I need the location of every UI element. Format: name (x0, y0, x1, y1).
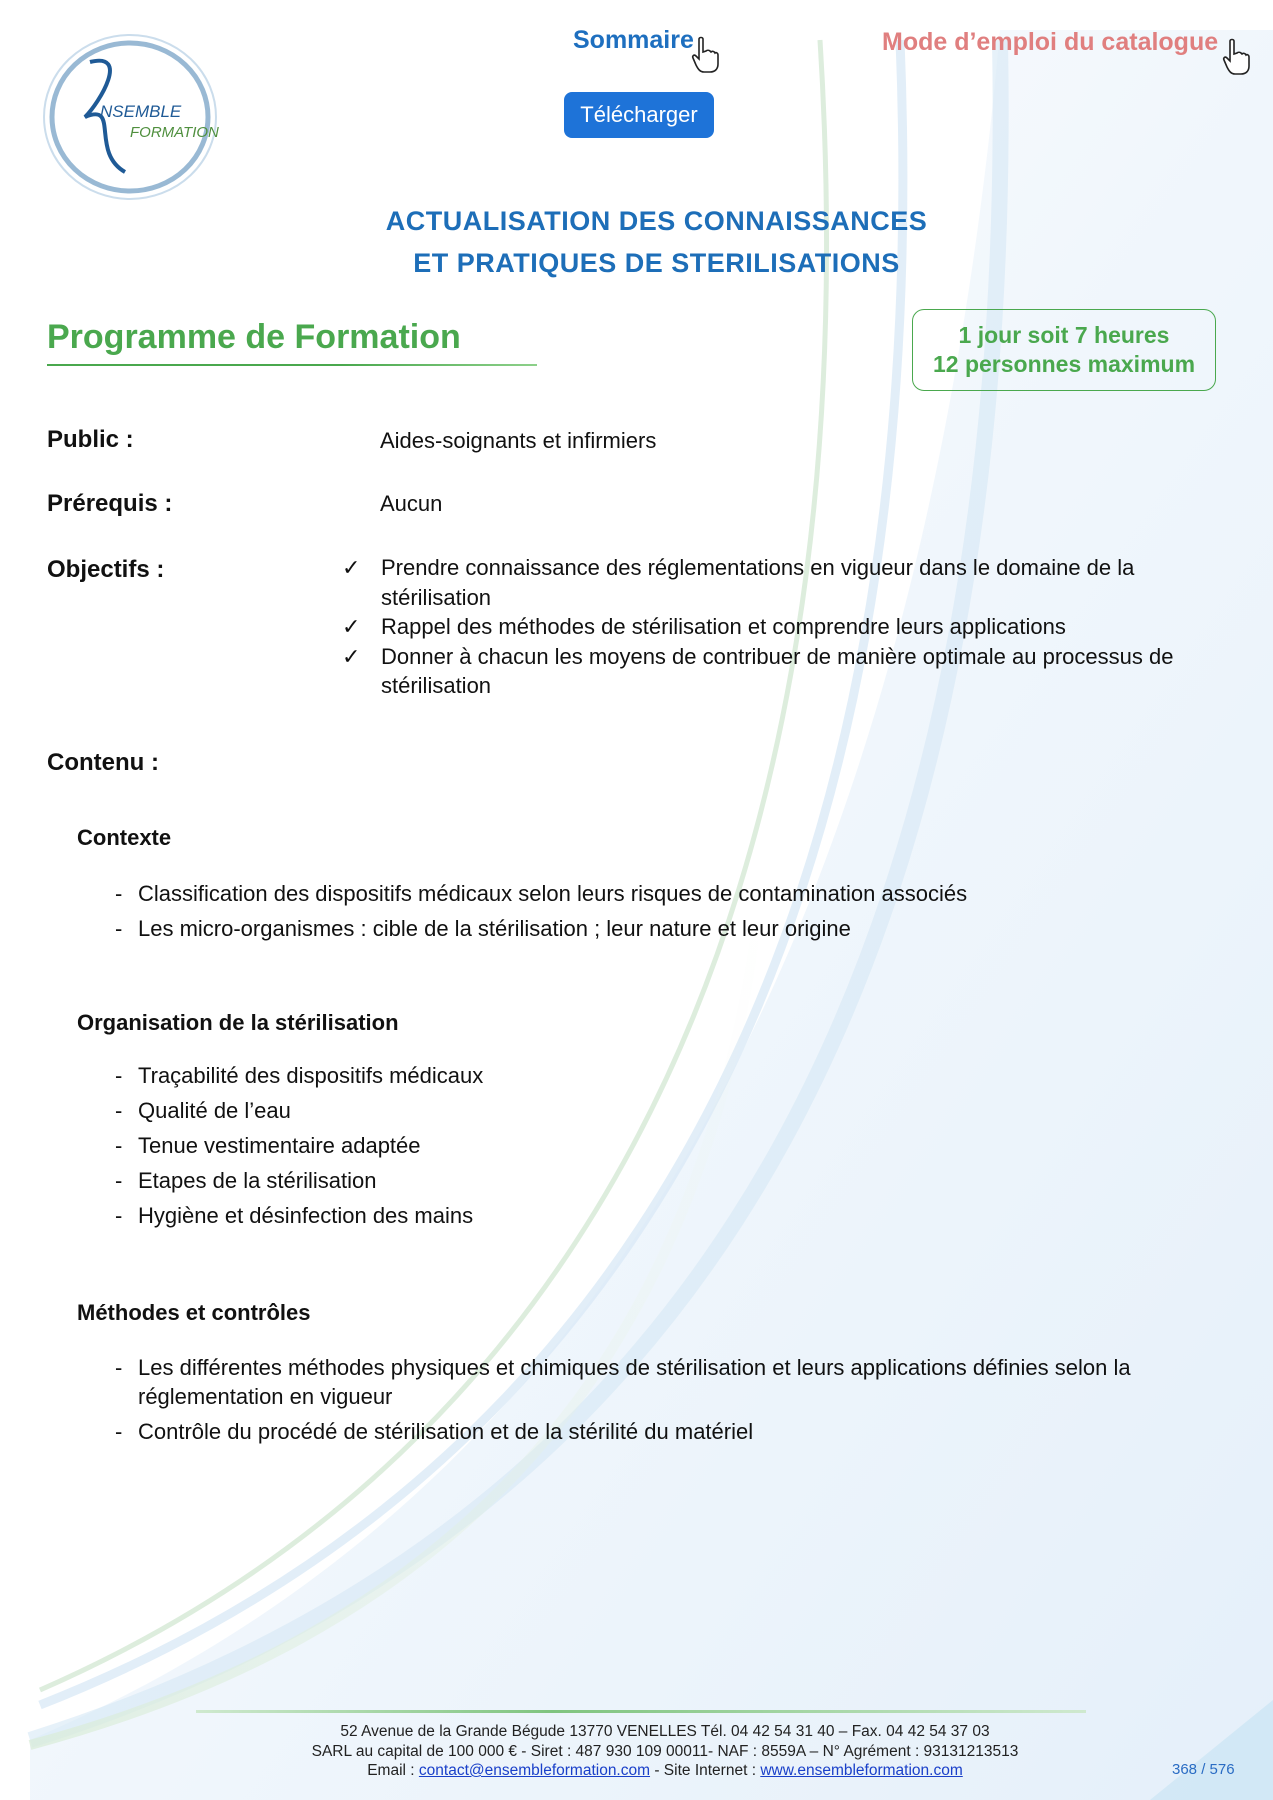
list-item-text: Classification des dispositifs médicaux selon leurs risques de contamination associés (138, 881, 968, 906)
list-item (115, 879, 1225, 908)
list-item-text: Traçabilité des dispositifs médicaux (138, 1063, 484, 1088)
ensemble-formation-logo (30, 22, 240, 202)
objectifs-list (340, 553, 1210, 701)
objectif-text: Rappel des méthodes de stérilisation et comprendre leurs applications (381, 614, 1066, 639)
footer-contact (200, 1761, 1130, 1781)
pointer-hand-icon (690, 36, 720, 74)
list-item-text: Contrôle du procédé de stérilisation et de la stérilité du matériel (138, 1419, 754, 1444)
logo-text-formation: FORMATION (130, 124, 219, 141)
dash-bullet: - (115, 916, 123, 941)
list-item-text: Tenue vestimentaire adaptée (138, 1133, 421, 1158)
duration-info-box (912, 309, 1216, 391)
contenu-label: Contenu : (47, 749, 159, 776)
dash-bullet: - (115, 1063, 123, 1088)
list-item (115, 1096, 1225, 1125)
pointer-hand-icon (1221, 38, 1251, 76)
telecharger-button[interactable]: Télécharger (564, 92, 714, 138)
footer-site-prefix: - Site Internet : (650, 1762, 761, 1779)
objectif-item (340, 553, 1210, 612)
logo-text-ensemble: NSEMBLE (100, 102, 182, 121)
list-item (115, 1131, 1225, 1160)
objectif-item (340, 642, 1210, 701)
programme-heading: Programme de Formation (47, 318, 461, 356)
capacity-text: 12 personnes maximum (932, 351, 1196, 377)
website-link[interactable]: www.ensembleformation.com (760, 1762, 963, 1779)
prerequis-value: Aucun (380, 491, 443, 516)
dash-bullet: - (115, 1419, 123, 1444)
list-item-text: Hygiène et désinfection des mains (138, 1203, 474, 1228)
section-heading-organisation: Organisation de la stérilisation (77, 1010, 399, 1035)
page-title-line-1: ACTUALISATION DES CONNAISSANCES (385, 206, 928, 236)
objectif-text: Donner à chacun les moyens de contribuer de manière optimale au processus de stérilisation (381, 643, 1174, 698)
footer-address: 52 Avenue de la Grande Bégude 13770 VENELLES Tél. 04 42 54 31 40 – Fax. 04 42 54 37 03 (340, 1723, 990, 1740)
duration-text: 1 jour soit 7 heures (958, 322, 1170, 348)
email-link[interactable]: contact@ensembleformation.com (418, 1762, 651, 1779)
dash-bullet: - (115, 881, 123, 906)
page-corner-decoration (1150, 1700, 1273, 1800)
objectifs-label: Objectifs : (47, 556, 165, 583)
programme-underline (47, 364, 537, 366)
list-item (115, 1417, 1225, 1446)
public-label: Public : (47, 426, 134, 453)
dash-bullet: - (115, 1168, 123, 1193)
list-item-text: Les différentes méthodes physiques et chimiques de stérilisation et leurs applications définies selon la réglementation en vigueur (138, 1355, 1131, 1409)
section-heading-contexte: Contexte (77, 825, 172, 850)
organisation-list (115, 1061, 1225, 1236)
objectif-text: Prendre connaissance des réglementations en vigueur dans le domaine de la stérilisation (381, 555, 1135, 610)
list-item (115, 1061, 1225, 1090)
methodes-list (115, 1353, 1225, 1452)
list-item-text: Les micro-organismes : cible de la stérilisation ; leur nature et leur origine (138, 916, 851, 941)
sommaire-link[interactable]: Sommaire (573, 26, 694, 54)
mode-emploi-link[interactable]: Mode d’emploi du catalogue (882, 28, 1219, 56)
list-item (115, 1201, 1225, 1230)
public-value: Aides-soignants et infirmiers (380, 428, 657, 453)
dash-bullet: - (115, 1355, 123, 1380)
checkmark-icon: ✓ (342, 555, 361, 580)
page-number: 368 / 576 (1172, 1761, 1235, 1778)
section-heading-methodes: Méthodes et contrôles (77, 1300, 311, 1325)
footer (200, 1722, 1130, 1781)
list-item-text: Etapes de la stérilisation (138, 1168, 377, 1193)
list-item (115, 1353, 1225, 1411)
page-title-line-2: ET PRATIQUES DE STERILISATIONS (413, 248, 900, 278)
list-item (115, 914, 1225, 943)
list-item-text: Qualité de l’eau (138, 1098, 291, 1123)
footer-email-prefix: Email : (367, 1762, 419, 1779)
contexte-list (115, 879, 1225, 949)
list-item (115, 1166, 1225, 1195)
dash-bullet: - (115, 1098, 123, 1123)
checkmark-icon: ✓ (342, 643, 361, 669)
dash-bullet: - (115, 1133, 123, 1158)
dash-bullet: - (115, 1203, 123, 1228)
objectif-item (340, 612, 1210, 642)
footer-legal: SARL au capital de 100 000 € - Siret : 487 930 109 00011- NAF : 8559A – N° Agrément : 93131213513 (311, 1742, 1019, 1760)
footer-divider (196, 1710, 1086, 1713)
checkmark-icon: ✓ (342, 614, 361, 639)
prerequis-label: Prérequis : (47, 490, 173, 517)
